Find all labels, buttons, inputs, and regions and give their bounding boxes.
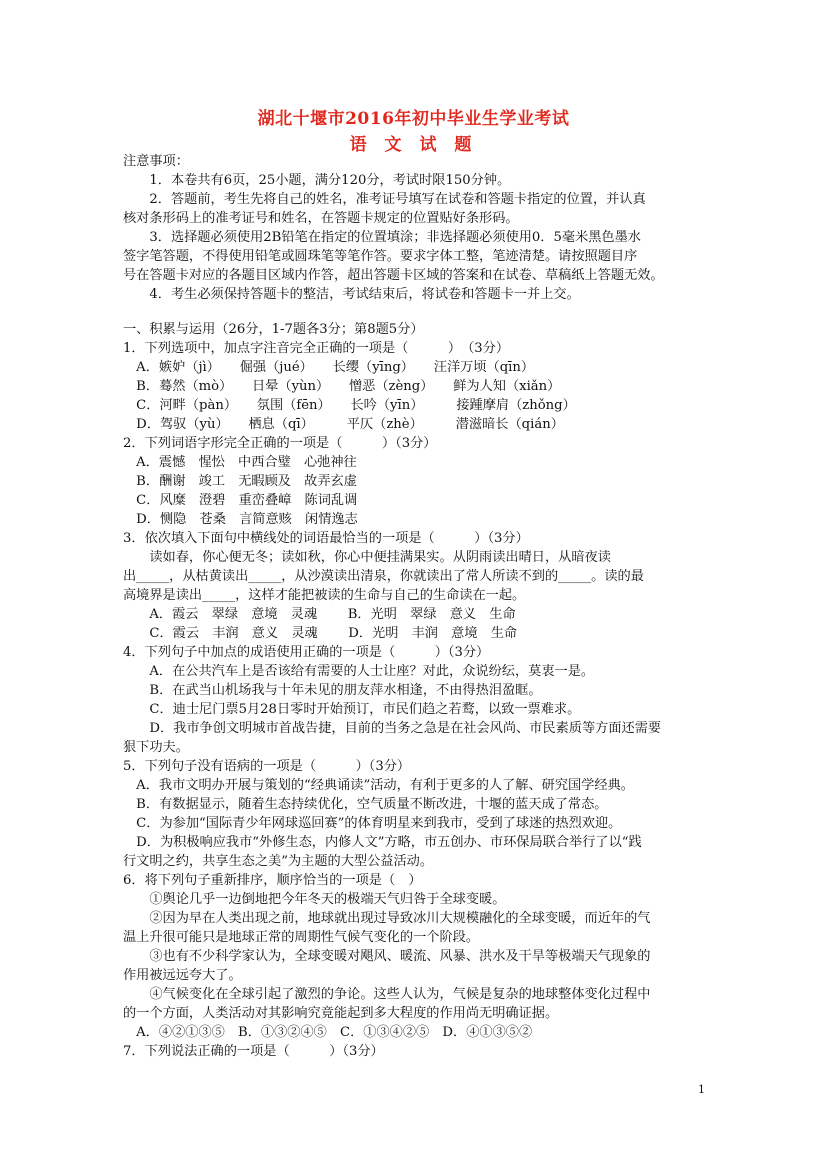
question-6: 6．将下列句子重新排序，顺序恰当的一项是（ ） — [123, 873, 422, 888]
q5-option-a: A．我市文明办开展与策划的“经典诵读”活动，有利于更多的人了解、研究国学经典。 — [123, 778, 634, 793]
q4-option-b: B．在武当山机场我与十年未见的朋友萍水相逢，不由得热泪盈眶。 — [123, 683, 542, 698]
q1-option-b: B．蓦然（mò） 日晕（yùn） 憎恶（zèng） 鲜为人知（xiǎn） — [123, 379, 561, 394]
q6-sentence-4: ④气候变化在全球引起了激烈的争论。这些人认为，气候是复杂的地球整体变化过程中 — [123, 987, 651, 1002]
q2-option-b: B．酬谢 竣工 无暇顾及 故弄玄虚 — [123, 474, 357, 489]
q1-option-a: A．嫉妒（jì） 倔强（jué） 长缨（yīng） 汪洋万顷（qīn） — [123, 360, 535, 375]
q4-option-d-cont: 狠下功夫。 — [123, 740, 189, 755]
q3-options-ab: A．霞云 翠绿 意境 灵魂 B．光明 翠绿 意义 生命 — [123, 607, 516, 622]
q3-options-cd: C．霞云 丰润 意义 灵魂 D．光明 丰润 意境 生命 — [123, 626, 518, 641]
q1-option-c: C．河畔（pàn） 氛围（fēn） 长吟（yīn） 接踵摩肩（zhǒng） — [123, 398, 576, 413]
q6-sentence-2-cont: 温上升很可能只是地球正常的周期性气候气变化的一个阶段。 — [123, 930, 480, 945]
q6-sentence-3: ③也有不少科学家认为，全球变暖对飓风、暖流、风暴、洪水及干旱等极端天气现象的 — [123, 949, 651, 964]
exam-subtitle: 语 文 试 题 — [349, 135, 478, 155]
page-number: 1 — [698, 1083, 705, 1096]
q4-option-d: D．我市争创文明城市首战告捷，目前的当务之急是在社会风尚、市民素质等方面还需要 — [123, 721, 662, 736]
q2-option-a: A．震憾 惺忪 中西合璧 心弛神往 — [123, 455, 357, 470]
q4-option-a: A．在公共汽车上是否该给有需要的人士让座？对此，众说纷纭，莫衷一是。 — [123, 664, 595, 679]
q6-sentence-4-cont: 的一个方面，人类活动对其影响究竟能起到多大程度的作用尚无明确证据。 — [123, 1006, 559, 1021]
q6-sentence-3-cont: 作用被远远夸大了。 — [123, 968, 242, 983]
q5-option-d: D．为积极响应我市“外修生态，内修人文”方略，市五创办、市环保局联合举行了以“践 — [123, 835, 642, 850]
q4-option-c: C．迪士尼门票5月28日零时开始预订，市民们趋之若鹜，以致一票难求。 — [123, 702, 581, 717]
notice-item: 核对条形码上的准考证号和姓名，在答题卡规定的位置贴好条形码。 — [123, 211, 519, 226]
q3-passage: 读如春，你心便无冬；读如秋，你心中便挂满果实。从阴雨读出晴日，从暗夜读 — [123, 550, 611, 565]
notice-item: 2．答题前，考生先将自己的姓名，准考证号填写在试卷和答题卡指定的位置，并认真 — [123, 192, 646, 207]
question-3: 3．依次填入下面句中横线处的词语最恰当的一项是（ ）（3分） — [123, 531, 529, 546]
q6-sentence-1: ①舆论几乎一边倒地把今年冬天的极端天气归咎于全球变暖。 — [123, 892, 506, 907]
q5-option-c: C．为参加“国际青少年网球巡回赛”的体育明星来到我市，受到了球迷的热烈欢迎。 — [123, 816, 622, 831]
question-2: 2．下列词语字形完全正确的一项是（ ）（3分） — [123, 436, 437, 451]
q6-options: A．④②①③⑤ B．①③②④⑤ C．①③④②⑤ D．④①③⑤② — [123, 1025, 533, 1040]
q6-sentence-2: ②因为早在人类出现之前，地球就出现过导致冰川大规模融化的全球变暖，而近年的气 — [123, 911, 651, 926]
section-heading: 一、积累与运用（26分，1-7题各3分；第8题5分） — [123, 322, 424, 337]
q2-option-d: D．恻隐 苍桑 言简意赅 闲情逸志 — [123, 512, 358, 527]
question-5: 5．下列句子没有语病的一项是（ ）（3分） — [123, 759, 411, 774]
notice-item: 4．考生必须保持答题卡的整洁，考试结束后，将试卷和答题卡一并上交。 — [123, 287, 580, 302]
notice-item: 1．本卷共有6页，25小题，满分120分，考试时限150分钟。 — [123, 173, 511, 188]
q3-passage: 高境界是读出_____，这样才能把被读的生命与自己的生命读在一起。 — [123, 588, 526, 603]
q5-option-b: B．有数据显示，随着生态持续优化，空气质量不断改进，十堰的蓝天成了常态。 — [123, 797, 608, 812]
notice-item: 签字笔答题，不得使用铅笔或圆珠笔等笔作答。要求字体工整，笔迹清楚。请按照题目序 — [123, 249, 638, 264]
question-4: 4．下列句子中加点的成语使用正确的一项是（ ）（3分） — [123, 645, 490, 660]
exam-title: 湖北十堰市2016年初中毕业生学业考试 — [257, 109, 570, 129]
q3-passage: 出_____，从枯黄读出_____，从沙漠读出清泉，你就读出了常人所读不到的_____。读的最 — [123, 569, 644, 584]
question-7: 7．下列说法正确的一项是（ ）（3分） — [123, 1044, 384, 1059]
q2-option-c: C．风糜 澄碧 重峦叠嶂 陈词乱调 — [123, 493, 358, 508]
q5-option-d-cont: 行文明之约，共享生态之美”为主题的大型公益活动。 — [123, 854, 434, 869]
notice-item: 3．选择题必须使用2B铅笔在指定的位置填涂；非选择题必须使用0．5毫米黑色墨水 — [123, 230, 641, 245]
notice-item: 号在答题卡对应的各题目区域内作答，超出答题卡区域的答案和在试卷、草稿纸上答题无效。 — [123, 268, 664, 283]
notice-heading: 注意事项： — [123, 154, 189, 169]
q1-option-d: D．驾驭（yù） 栖息（qī） 平仄（zhè） 潜滋暗长（qián） — [123, 417, 564, 432]
question-1: 1．下列选项中，加点字注音完全正确的一项是（ ） （3分） — [123, 341, 510, 356]
